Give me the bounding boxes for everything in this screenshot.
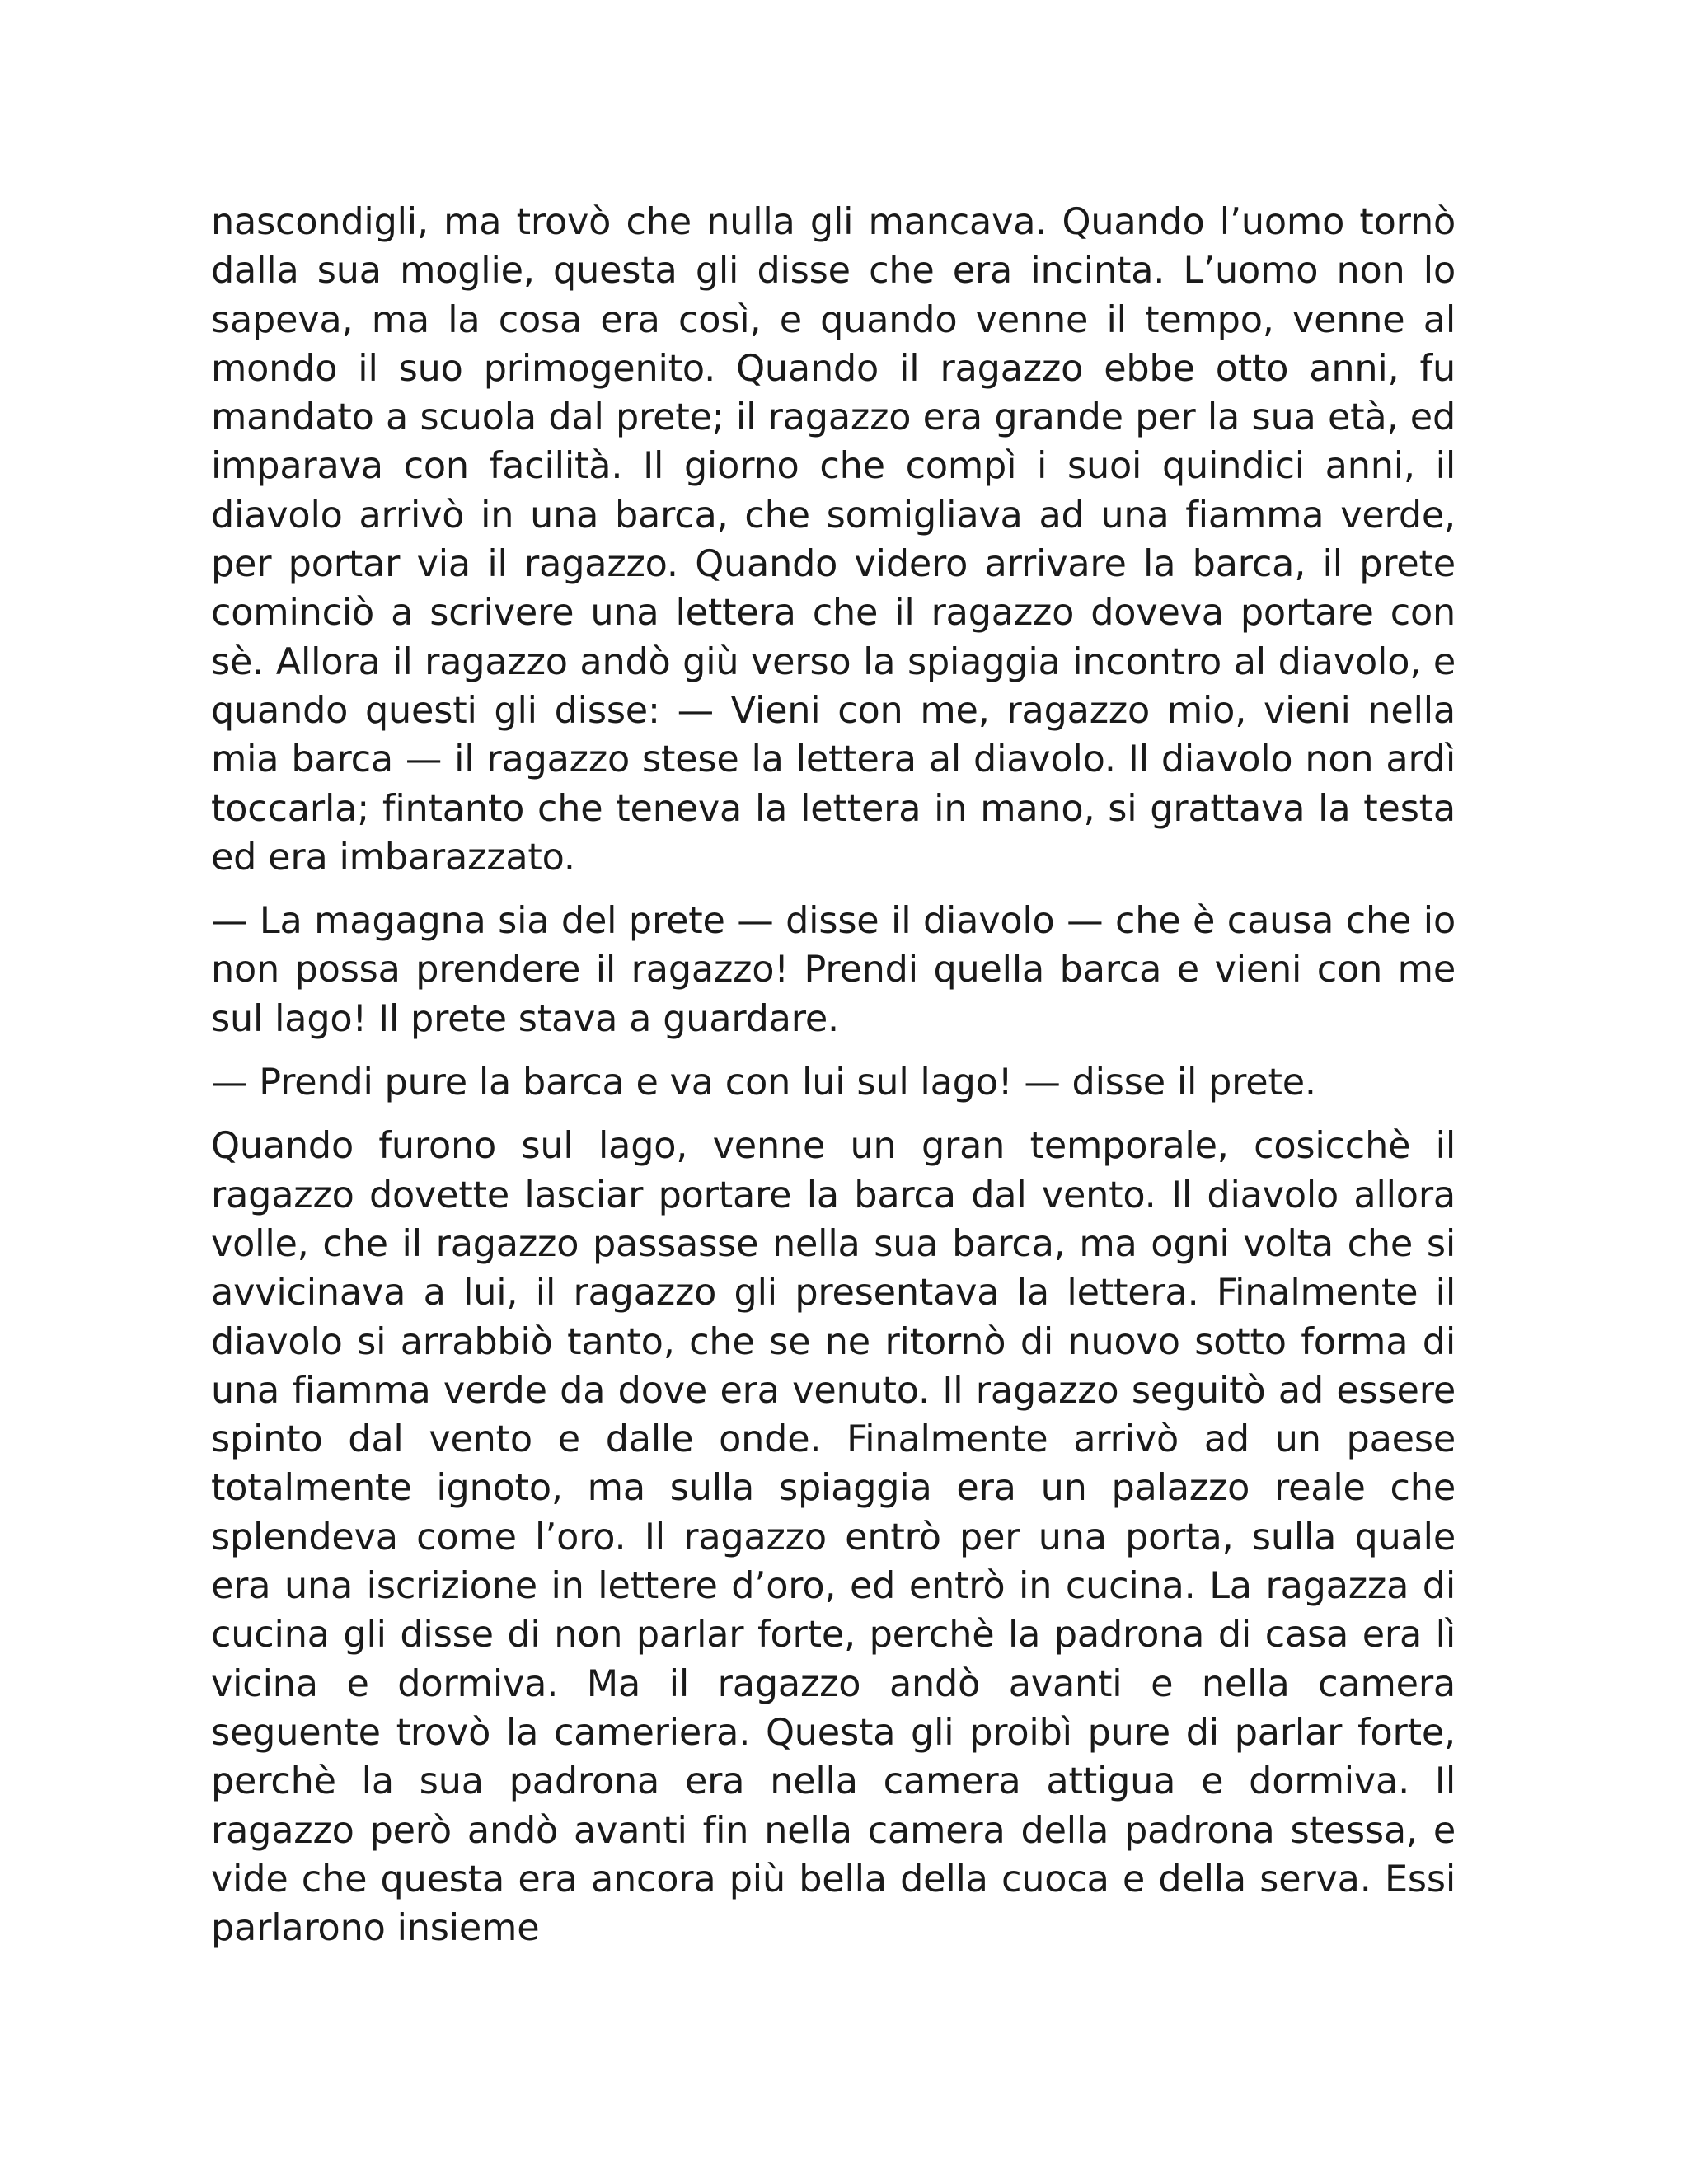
paragraph: — Prendi pure la barca e va con lui sul lago! — disse il prete. <box>211 1062 1316 1104</box>
paragraph: Quando furono sul lago, venne un gran temporale, cosicchè il ragazzo dovette lasciar portare la barca dal vento. Il diavolo allora volle, che il ragazzo passasse nella sua barca, ma ogni volta che si avvicinava a lui, il ragazzo gli presentava la lettera. Finalmente il diavolo si arrabbiò tanto, che se ne ritornò di nuovo sotto forma di una fiamma verde da dove era venuto. Il ragazzo seguitò ad essere spinto dal vento e dalle onde. Finalmente arrivò ad un paese totalmente ignoto, ma sulla spiaggia era un palazzo reale che splendeva come l’oro. Il ragazzo entrò per una porta, sulla quale era una iscrizione in lettere d’oro, ed entrò in cucina. La ragazza di cucina gli disse di non parlar forte, perchè la padrona di casa era lì vicina e dormiva. Ma il ragazzo andò avanti e nella camera seguente trovò la cameriera. Questa gli proibì pure di parlar forte, perchè la sua padrona era nella camera attigua e dormiva. Il ragazzo però andò avanti fin nella camera della padrona stessa, e vide che questa era ancora più bella della cuoca e della serva. Essi parlarono insieme <box>211 1125 1456 1950</box>
paragraph: — La magagna sia del prete — disse il diavolo — che è causa che io non possa prendere il ragazzo! Prendi quella barca e vieni con me sul lago! Il prete stava a guardare. <box>211 900 1456 1040</box>
document-page <box>211 198 1456 1967</box>
paragraph: nascondigli, ma trovò che nulla gli mancava. Quando l’uomo tornò dalla sua moglie, questa gli disse che era incinta. L’uomo non lo sapeva, ma la cosa era così, e quando venne il tempo, venne al mondo il suo primogenito. Quando il ragazzo ebbe otto anni, fu mandato a scuola dal prete; il ragazzo era grande per la sua età, ed imparava con facilità. Il giorno che compì i suoi quindici anni, il diavolo arrivò in una barca, che somigliava ad una fiamma verde, per portar via il ragazzo. Quando videro arrivare la barca, il prete cominciò a scrivere una lettera che il ragazzo doveva portare con sè. Allora il ragazzo andò giù verso la spiaggia incontro al diavolo, e quando questi gli disse: — Vieni con me, ragazzo mio, vieni nella mia barca — il ragazzo stese la lettera al diavolo. Il diavolo non ardì toccarla; fintanto che teneva la lettera in mano, si grattava la testa ed era imbarazzato. <box>211 201 1456 879</box>
